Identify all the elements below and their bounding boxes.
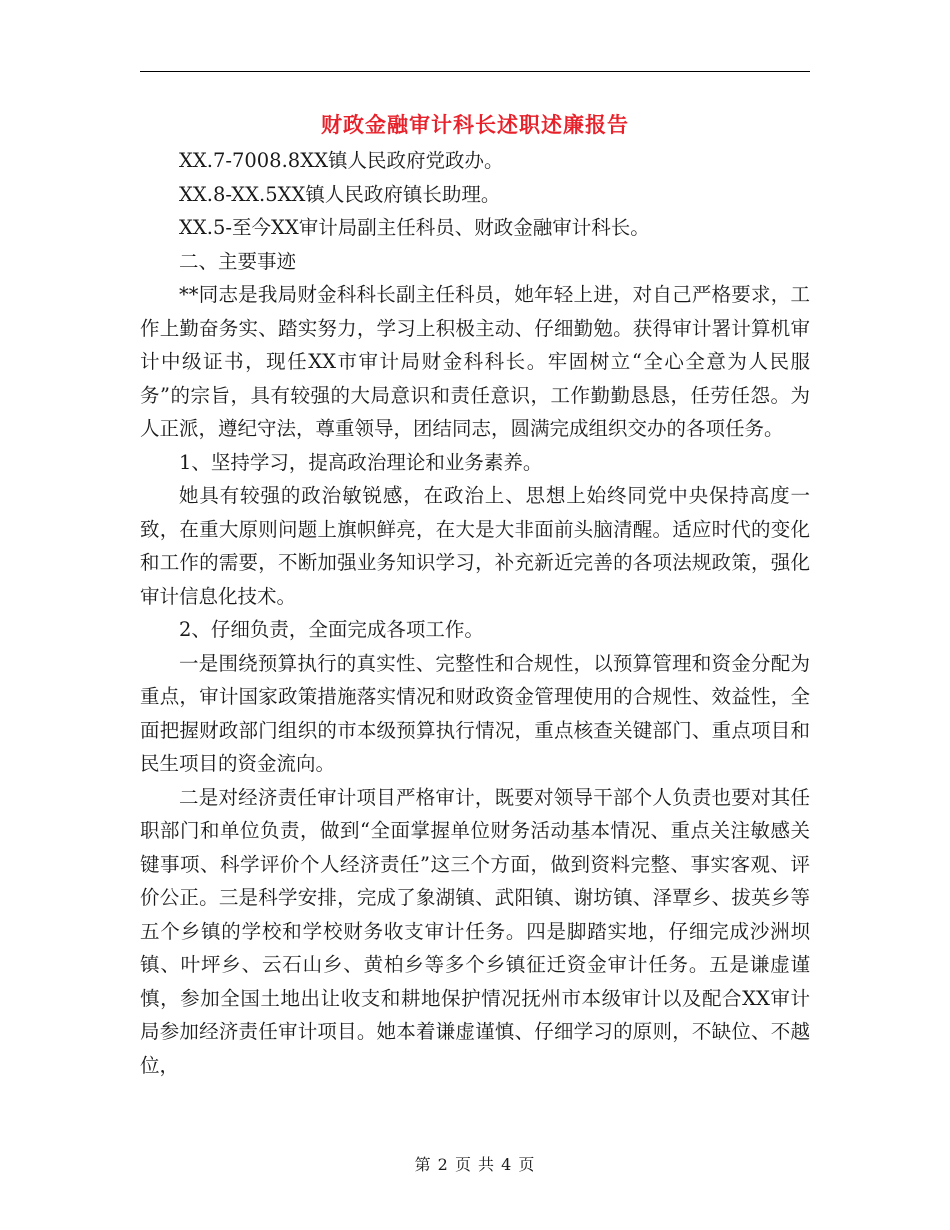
paragraph: XX.7-7008.8XX镇人民政府党政办。: [179, 149, 504, 172]
paragraph: XX.8-XX.5XX镇人民政府镇长助理。: [179, 182, 501, 206]
header-rule: [140, 71, 810, 72]
paragraph: XX.5-至今XX审计局副主任科员、财政金融审计科长。: [179, 216, 650, 239]
paragraph: 她具有较强的政治敏锐感，在政治上、思想上始终同党中央保持高度一致，在重大原则问题上旗帜鲜亮，在大是大非面前头脑清醒。适应时代的变化和工作的需要，不断加强业务知识学习，补充新近完善的各项法规政策，强化审计信息化技术。: [140, 484, 810, 608]
paragraph: 二是对经济责任审计项目严格审计，既要对领导干部个人负责也要对其任职部门和单位负责，做到“全面掌握单位财务活动基本情况、重点关注敏感关键事项、科学评价个人经济责任”这三个方面，做到资料完整、事实客观、评价公正。三是科学安排，完成了象湖镇、武阳镇、谢坊镇、泽覃乡、拔英乡等五个乡镇的学校和学校财务收支审计任务。四是脚踏实地，仔细完成沙洲坝镇、叶坪乡、云石山乡、黄柏乡等多个乡镇征迁资金审计任务。五是谦虚谨慎，参加全国土地出让收支和耕地保护情况抚州市本级审计以及配合XX审计局参加经济责任审计项目。她本着谦虚谨慎、仔细学习的原则，不缺位、不越位，: [140, 785, 810, 1077]
subsection-heading: 1、坚持学习，提高政治理论和业务素养。: [179, 450, 543, 474]
paragraph: 一是围绕预算执行的真实性、完整性和合规性，以预算管理和资金分配为重点，审计国家政策措施落实情况和财政资金管理使用的合规性、效益性，全面把握财政部门组织的市本级预算执行情况，重点核查关键部门、重点项目和民生项目的资金流向。: [140, 651, 810, 775]
document-body: [140, 144, 810, 1082]
section-heading: 二、主要事迹: [179, 249, 297, 273]
paragraph: **同志是我局财金科科长副主任科员，她年轻上进，对自己严格要求，工作上勤奋务实、踏实努力，学习上积极主动、仔细勤勉。获得审计署计算机审计中级证书，现任XX市审计局财金科科长。牢固树立“全心全意为人民服务”的宗旨，具有较强的大局意识和责任意识，工作勤勤恳恳，任劳任怨。为人正派，遵纪守法，尊重领导，团结同志，圆满完成组织交办的各项任务。: [140, 283, 810, 440]
subsection-heading: 2、仔细负责，全面完成各项工作。: [179, 618, 484, 641]
page-number: 第 2 页 共 4 页: [414, 1155, 536, 1174]
document-title: 财政金融审计科长述职述廉报告: [321, 112, 629, 137]
